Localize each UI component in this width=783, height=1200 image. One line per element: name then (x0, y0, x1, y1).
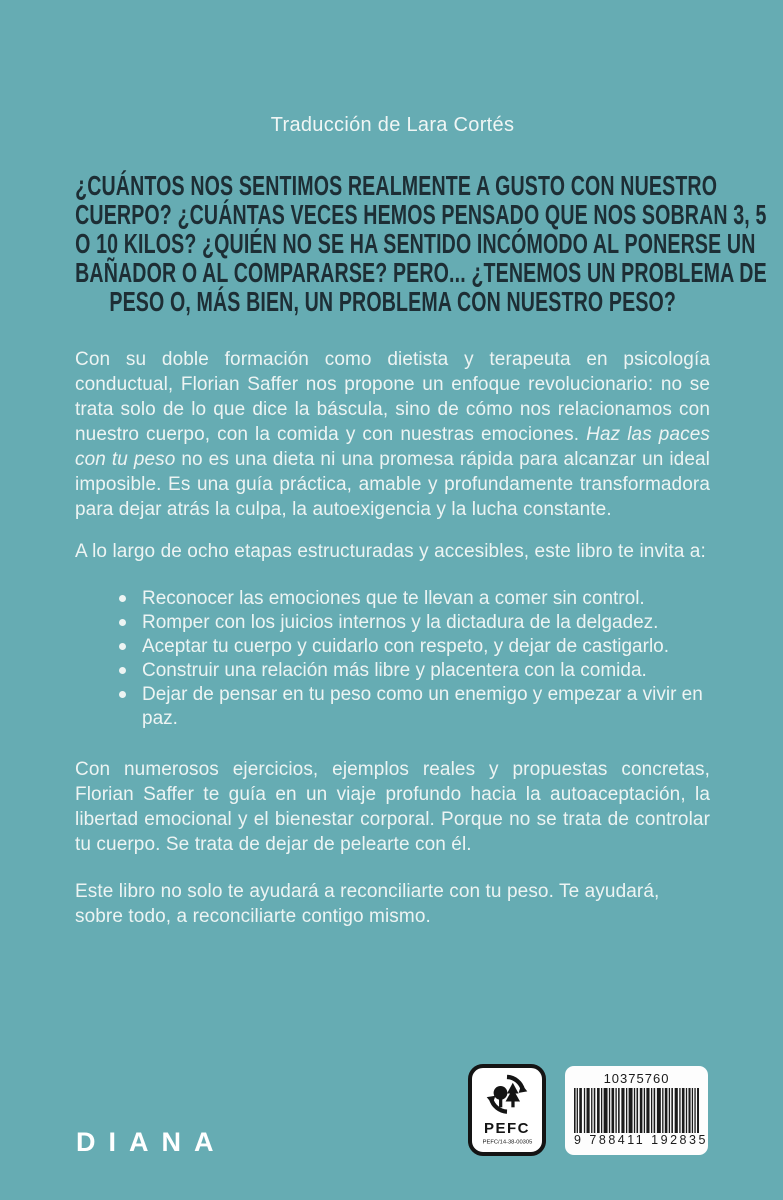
headline-line: ¿CUÁNTOS NOS SENTIMOS REALMENTE A GUSTO CON NUESTRO (74, 170, 717, 201)
publisher-logo-diana: DIANA (76, 1127, 227, 1157)
barcode-label (565, 1066, 708, 1155)
headline-line: PESO O, MÁS BIEN, UN PROBLEMA CON NUESTRO PESO? (109, 286, 676, 317)
bullet-icon (119, 691, 126, 698)
pefc-cert-number: PEFC/14-38-00305 (482, 1138, 532, 1145)
barcode-icon (574, 1088, 699, 1133)
list-item (119, 611, 710, 635)
list-item-text: Dejar de pensar en tu peso como un enemigo y empezar a vivir en paz. (142, 684, 703, 729)
bullet-icon (119, 619, 126, 626)
headline-block (74, 170, 767, 317)
barcode-top-number: 10375760 (603, 1071, 670, 1086)
list-intro-paragraph: A lo largo de ocho etapas estructuradas y accesibles, este libro te invita a: (75, 541, 706, 562)
list-item (119, 635, 710, 659)
headline-line: CUERPO? ¿CUÁNTAS VECES HEMOS PENSADO QUE NOS SOBRAN 3, 5 (74, 199, 767, 230)
pefc-trees-icon (485, 1074, 529, 1121)
list-item-text: Romper con los juicios internos y la dictadura de la delgadez. (142, 612, 659, 633)
synopsis-text: Con su doble formación como dietista y terapeuta en psicología conductual, Florian Saffer nos propone un enfoque revolucionario: no se trata solo de lo que dice la báscula, sino de cómo nos relacionamos con nuestro cuerpo, con la comida y con nuestras emociones. (75, 349, 710, 445)
list-item (119, 587, 710, 611)
synopsis-text: no es una dieta ni una promesa rápida para alcanzar un ideal imposible. Es una guía práctica, amable y profundamente transformadora para dejar atrás la culpa, la autoexigencia y la lucha constante. (75, 449, 710, 520)
book-title-italic: Haz las paces con tu peso (75, 424, 710, 470)
translator-credit: Traducción de Lara Cortés (270, 114, 515, 136)
pefc-label: PEFC (483, 1120, 530, 1137)
pefc-certification-badge (468, 1064, 546, 1156)
headline-line: BAÑADOR O AL COMPARARSE? PERO... ¿TENEMOS UN PROBLEMA DE (74, 257, 767, 288)
synopsis-paragraph-1 (75, 347, 710, 522)
bullet-icon (119, 595, 126, 602)
list-item-text: Construir una relación más libre y placentera con la comida. (142, 660, 647, 681)
list-item (119, 659, 710, 683)
list-item-text: Reconocer las emociones que te llevan a comer sin control. (142, 588, 645, 609)
headline-line: O 10 KILOS? ¿QUIÉN NO SE HA SENTIDO INCÓMODO AL PONERSE UN (74, 228, 756, 259)
bullet-list (75, 587, 710, 731)
bullet-icon (119, 667, 126, 674)
list-item (119, 683, 710, 731)
bullet-icon (119, 643, 126, 650)
closing-paragraph: Este libro no solo te ayudará a reconciliarte con tu peso. Te ayudará, sobre todo, a reconciliarte contigo mismo. (75, 881, 660, 927)
synopsis-paragraph-2: Con numerosos ejercicios, ejemplos reales y propuestas concretas, Florian Saffer te guía en un viaje profundo hacia la autoaceptación, la libertad emocional y el bienestar corporal. Porque no se trata de controlar tu cuerpo. Se trata de dejar de pelearte con él. (75, 759, 710, 855)
list-item-text: Aceptar tu cuerpo y cuidarlo con respeto, y dejar de castigarlo. (142, 636, 670, 657)
barcode-isbn-digits: 9 788411 192835 (574, 1133, 708, 1147)
